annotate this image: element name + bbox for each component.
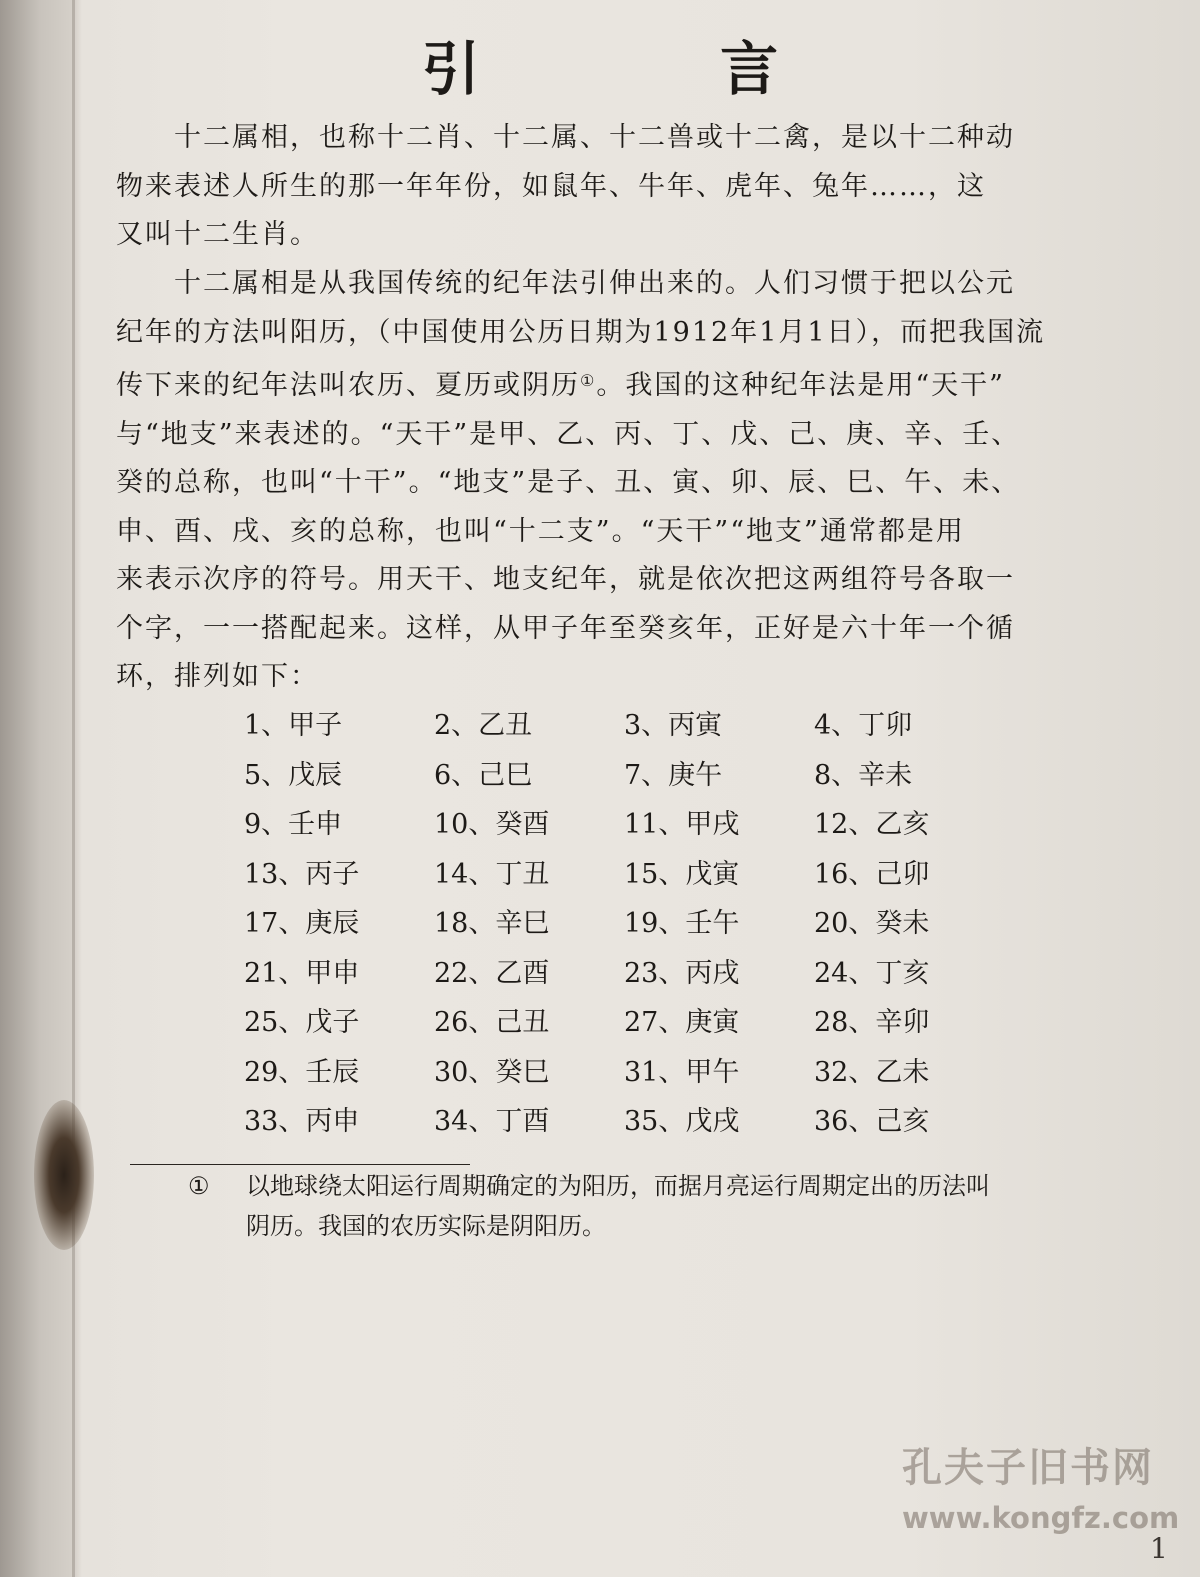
cycle-item: 16、己卯: [814, 858, 930, 890]
cycle-item: 7、庚午: [624, 759, 723, 791]
paragraph-line: 十二属相是从我国传统的纪年法引伸出来的。人们习惯于把以公元: [174, 268, 1015, 299]
sexagenary-cycle-list: [244, 698, 1004, 1144]
cycle-item: 30、癸巳: [434, 1056, 550, 1088]
footnote-line: 以地球绕太阳运行周期确定的为阳历，而据月亮运行周期定出的历法叫: [246, 1172, 990, 1200]
cycle-item: 3、丙寅: [624, 710, 723, 742]
cycle-item: 35、戊戌: [624, 1106, 740, 1138]
paragraph-line: 个字，一一搭配起来。这样，从甲子年至癸亥年，正好是六十年一个循: [116, 612, 1015, 644]
paragraph-line: 物来表述人所生的那一年年份，如鼠年、牛年、虎年、兔年……，这: [116, 170, 986, 202]
cycle-item: 9、壬申: [244, 809, 343, 841]
paragraph-line: 十二属相，也称十二肖、十二属、十二兽或十二禽，是以十二种动: [174, 122, 1015, 153]
footnote-line: 阴历。我国的农历实际是阴阳历。: [246, 1212, 606, 1240]
footnote-divider: [130, 1164, 470, 1165]
cycle-item: 11、甲戌: [624, 809, 740, 841]
page-fold-line: [72, 0, 75, 1577]
cycle-row: [244, 847, 1004, 897]
paragraph-line: 来表示次序的符号。用天干、地支纪年，就是依次把这两组符号各取一: [116, 564, 1015, 595]
cycle-item: 33、丙申: [244, 1106, 360, 1138]
paragraph-1: [116, 114, 1076, 260]
cycle-row: [244, 1045, 1004, 1095]
cycle-item: 4、丁卯: [814, 710, 913, 742]
cycle-item: 34、丁酉: [434, 1106, 550, 1138]
paragraph-line: 纪年的方法叫阳历，（中国使用公历日期为1912年1月1日），而把我国流: [116, 316, 1046, 348]
cycle-item: 8、辛未: [814, 759, 913, 791]
paragraph-line-start: 传下来的纪年法叫农历、夏历或阴历: [116, 370, 580, 401]
paragraph-line: [116, 357, 1076, 411]
paragraph-line: 又叫十二生肖。: [116, 219, 319, 250]
paragraph-2: [116, 260, 1076, 702]
cycle-item: 22、乙酉: [434, 957, 550, 989]
paragraph-line: 与“地支”来表述的。“天干”是甲、乙、丙、丁、戊、己、庚、辛、壬、: [116, 418, 1021, 450]
cycle-item: 36、己亥: [814, 1106, 930, 1138]
cycle-item: 24、丁亥: [814, 957, 930, 989]
watermark-name: 孔夫子旧书网: [902, 1445, 1154, 1491]
cycle-item: 12、乙亥: [814, 809, 930, 841]
cycle-item: 21、甲申: [244, 957, 360, 989]
footnote-text: [246, 1166, 1086, 1246]
footnote-mark: ①: [188, 1172, 210, 1200]
paragraph-line: 癸的总称，也叫“十干”。“地支”是子、丑、寅、卯、辰、巳、午、未、: [116, 467, 1021, 498]
cycle-row: [244, 1094, 1004, 1144]
cycle-item: 1、甲子: [244, 710, 343, 742]
paragraph-line-end: 。我国的这种纪年法是用“天干”: [596, 370, 1005, 401]
cycle-item: 14、丁丑: [434, 858, 550, 890]
watermark: [902, 1436, 1180, 1535]
cycle-item: 17、庚辰: [244, 908, 360, 940]
cycle-row: [244, 797, 1004, 847]
burn-stain: [34, 1100, 94, 1250]
cycle-item: 10、癸酉: [434, 809, 550, 841]
cycle-item: 18、辛巳: [434, 908, 550, 940]
cycle-row: [244, 995, 1004, 1045]
cycle-row: [244, 748, 1004, 798]
page-number: 1: [1150, 1532, 1168, 1565]
cycle-item: 2、乙丑: [434, 710, 533, 742]
cycle-item: 31、甲午: [624, 1056, 740, 1088]
cycle-item: 27、庚寅: [624, 1007, 740, 1039]
cycle-item: 15、戊寅: [624, 858, 740, 890]
cycle-item: 13、丙子: [244, 858, 360, 890]
cycle-item: 28、辛卯: [814, 1007, 930, 1039]
cycle-item: 32、乙未: [814, 1056, 930, 1088]
page-title: 引 言: [421, 35, 889, 103]
footnote-reference: ①: [580, 371, 597, 390]
cycle-item: 19、壬午: [624, 908, 740, 940]
watermark-url: www.kongfz.com: [902, 1501, 1180, 1535]
cycle-row: [244, 946, 1004, 996]
cycle-row: [244, 698, 1004, 748]
cycle-item: 20、癸未: [814, 908, 930, 940]
cycle-item: 6、己巳: [434, 759, 533, 791]
cycle-item: 26、己丑: [434, 1007, 550, 1039]
paragraph-line: 申、酉、戌、亥的总称，也叫“十二支”。“天干”“地支”通常都是用: [116, 515, 965, 547]
cycle-item: 23、丙戌: [624, 957, 740, 989]
paragraph-line: 环，排列如下：: [116, 661, 319, 692]
cycle-item: 5、戊辰: [244, 759, 343, 791]
book-spine-shadow: [0, 0, 82, 1577]
cycle-row: [244, 896, 1004, 946]
cycle-item: 25、戊子: [244, 1007, 360, 1039]
cycle-item: 29、壬辰: [244, 1056, 360, 1088]
